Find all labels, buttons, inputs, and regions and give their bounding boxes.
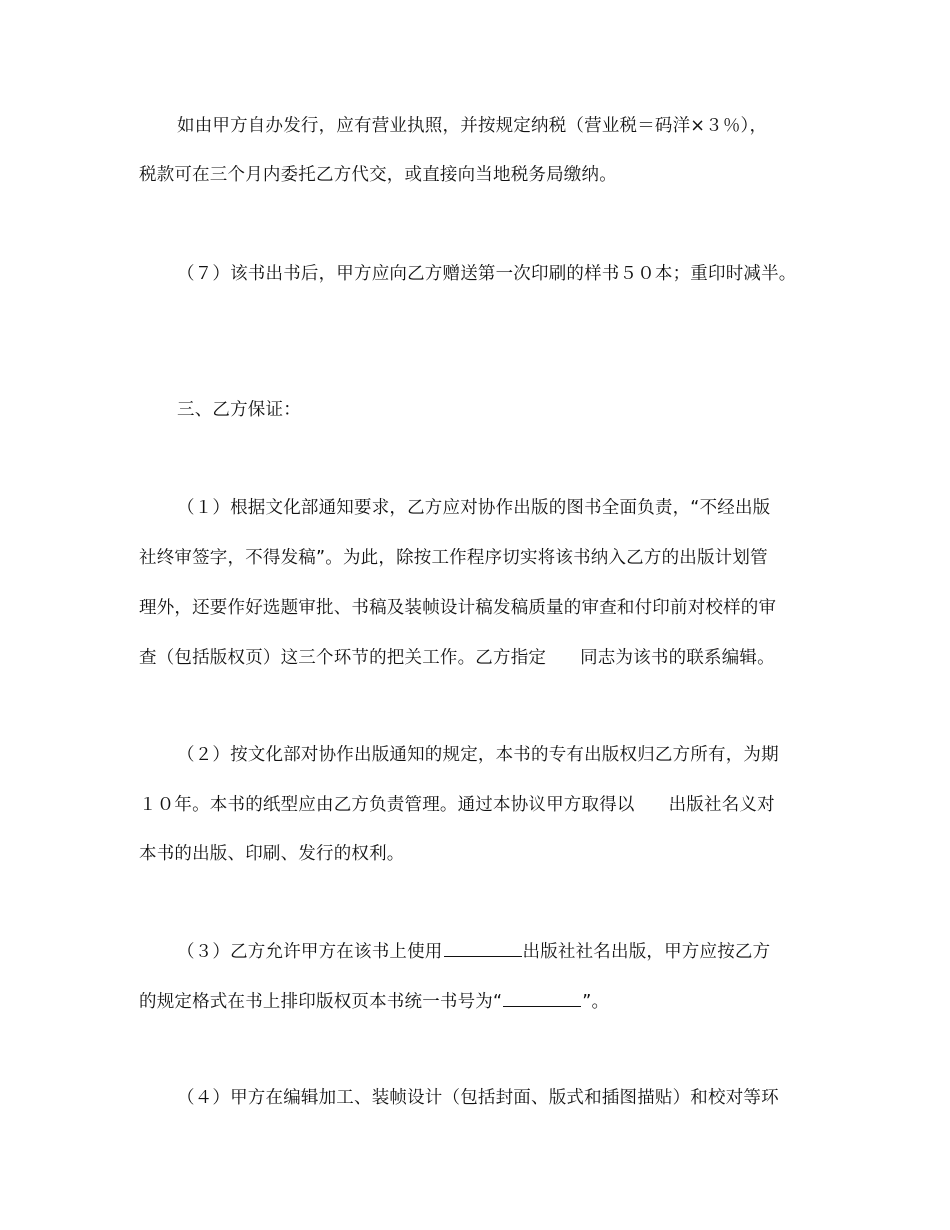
clause-3-line-1-part-b: 出版社社名出版，甲方应按乙方: [522, 942, 771, 962]
clause-2-line-2-part-b: 出版社名义对: [668, 795, 775, 815]
clause-2-line-3: 本书的出版、印刷、发行的权利。: [139, 844, 405, 864]
clause-7-line-1: （７）该书出书后，甲方应向乙方赠送第一次印刷的样书５０本；重印时减半。: [177, 264, 797, 284]
clause-1-line-4-part-a: 查（包括版权页）这三个环节的把关工作。乙方指定: [139, 648, 547, 668]
underline-blank: [444, 939, 522, 957]
clause-4-line-1: （４）甲方在编辑加工、装帧设计（包括封面、版式和插图描贴）和校对等环: [177, 1088, 779, 1108]
clause-1-line-1: （１）根据文化部通知要求，乙方应对协作出版的图书全面负责，“不经出版: [177, 498, 771, 518]
clause-3-line-1-part-a: （３）乙方允许甲方在该书上使用: [177, 942, 443, 962]
clause-2-line-1: （２）按文化部对协作出版通知的规定，本书的专有出版权归乙方所有，为期: [177, 745, 779, 765]
clause-1-line-2: 社终审签字，不得发稿”。为此，除按工作程序切实将该书纳入乙方的出版计划管: [139, 548, 768, 568]
clause-3-line-1: [177, 939, 770, 964]
section-3-heading: 三、乙方保证：: [177, 400, 301, 420]
clause-1-line-3: 理外，还要作好选题审批、书稿及装帧设计稿发稿质量的审查和付印前对校样的审: [139, 598, 777, 618]
clause-3-line-2: [139, 989, 609, 1014]
clause-1-line-4-part-b: 同志为该书的联系编辑。: [580, 648, 775, 668]
clause-2-line-2-part-a: １０年。本书的纸型应由乙方负责管理。通过本协议甲方取得以: [139, 795, 635, 815]
clause-1-line-4: [139, 646, 775, 670]
clause-3-line-2-part-a: 的规定格式在书上排印版权页本书统一书号为“: [139, 992, 503, 1012]
tax-paragraph-line-1: 如由甲方自办发行，应有营业执照，并按规定纳税（营业税＝码洋×３％），: [177, 116, 768, 136]
clause-2-line-2: [139, 793, 775, 817]
tax-paragraph-line-2: 税款可在三个月内委托乙方代交，或直接向当地税务局缴纳。: [139, 165, 617, 185]
clause-3-line-2-part-b: ”。: [582, 992, 610, 1012]
underline-blank: [503, 989, 581, 1007]
